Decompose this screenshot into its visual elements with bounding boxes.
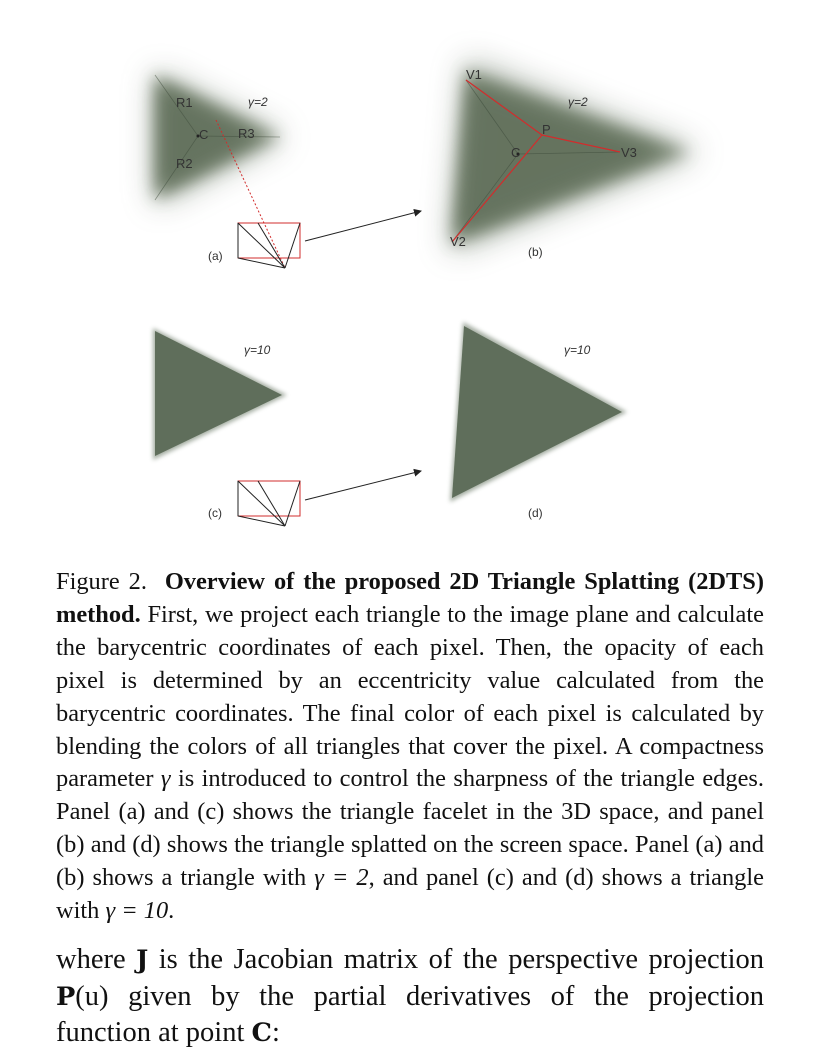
- panel-b: [450, 60, 700, 259]
- symbol-p: P: [56, 981, 76, 1012]
- vertex-label-v1: V1: [466, 67, 482, 82]
- vertex-label-v3: V3: [621, 145, 637, 160]
- gamma-label-c: γ=10: [244, 343, 271, 357]
- panel-c: [153, 328, 300, 526]
- caption-text-2: is introduced to control the sharpness of the triangle edges. Panel (a) and (c) shows the triangle facelet in the 3D space, and panel (b) and (d) shows the triangle splatted on the screen space. Panel (a) and (b) shows a triangle with: [56, 765, 764, 892]
- gamma-symbol: γ: [160, 765, 171, 793]
- arrow-c-to-d: [305, 471, 421, 500]
- panel-d: [450, 322, 627, 520]
- panel-label-c: (c): [208, 506, 222, 520]
- equation-gamma-2: γ = 2: [314, 864, 369, 892]
- caption-text-1: First, we project each triangle to the image plane and calculate the barycentric coordinates of each pixel. Then, the opacity of each pixel is determined by an eccentricity value calculated from the barycentric coordinates. The final color of each pixel is calculated by blending the colors of all triangles that cover the pixel. A compactness parameter: [56, 600, 764, 793]
- center-label-a: C: [199, 127, 209, 142]
- figure-caption: [56, 566, 764, 928]
- soft-triangle-a: [155, 72, 285, 205]
- caption-text-3: , and panel (c) and (d) shows a triangle with: [56, 864, 764, 925]
- caption-title: Overview of the proposed 2D Triangle Splatting (2DTS) method.: [56, 568, 764, 628]
- symbol-p-argument: (u): [75, 980, 109, 1012]
- panel-label-a: (a): [208, 249, 223, 263]
- gamma-label-d: γ=10: [564, 343, 591, 357]
- gamma-label-a: γ=2: [248, 95, 268, 109]
- symbol-j: J: [136, 945, 149, 975]
- body-text-3: given by the partial derivatives of the projection function at point: [56, 980, 765, 1048]
- body-text-2: is the Jacobian matrix of the perspective projection: [158, 944, 765, 975]
- gamma-label-b: γ=2: [568, 95, 588, 109]
- vertex-label-v2: V2: [450, 234, 466, 249]
- center-label-b: C: [511, 145, 521, 160]
- region-label-r1: R1: [176, 95, 193, 110]
- region-label-r2: R2: [176, 156, 193, 171]
- region-label-r3: R3: [238, 126, 255, 141]
- symbol-c: C: [251, 1018, 272, 1048]
- equation-gamma-10: γ = 10: [105, 897, 169, 925]
- body-text-4: :: [271, 1017, 280, 1048]
- panel-a: [155, 72, 300, 268]
- point-label-p: P: [542, 122, 551, 137]
- facet-3d-c: [238, 481, 300, 526]
- sharp-triangle-d: [450, 322, 627, 502]
- soft-triangle-b: [450, 60, 700, 252]
- body-text-1: where: [56, 944, 126, 975]
- panel-label-b: (b): [528, 245, 543, 259]
- figure-number: Figure 2.: [56, 568, 147, 595]
- facet-3d-a: [238, 223, 300, 268]
- body-paragraph: [56, 942, 764, 1052]
- panel-label-d: (d): [528, 506, 543, 520]
- caption-text-4: .: [168, 897, 175, 925]
- arrow-a-to-b: [305, 211, 421, 241]
